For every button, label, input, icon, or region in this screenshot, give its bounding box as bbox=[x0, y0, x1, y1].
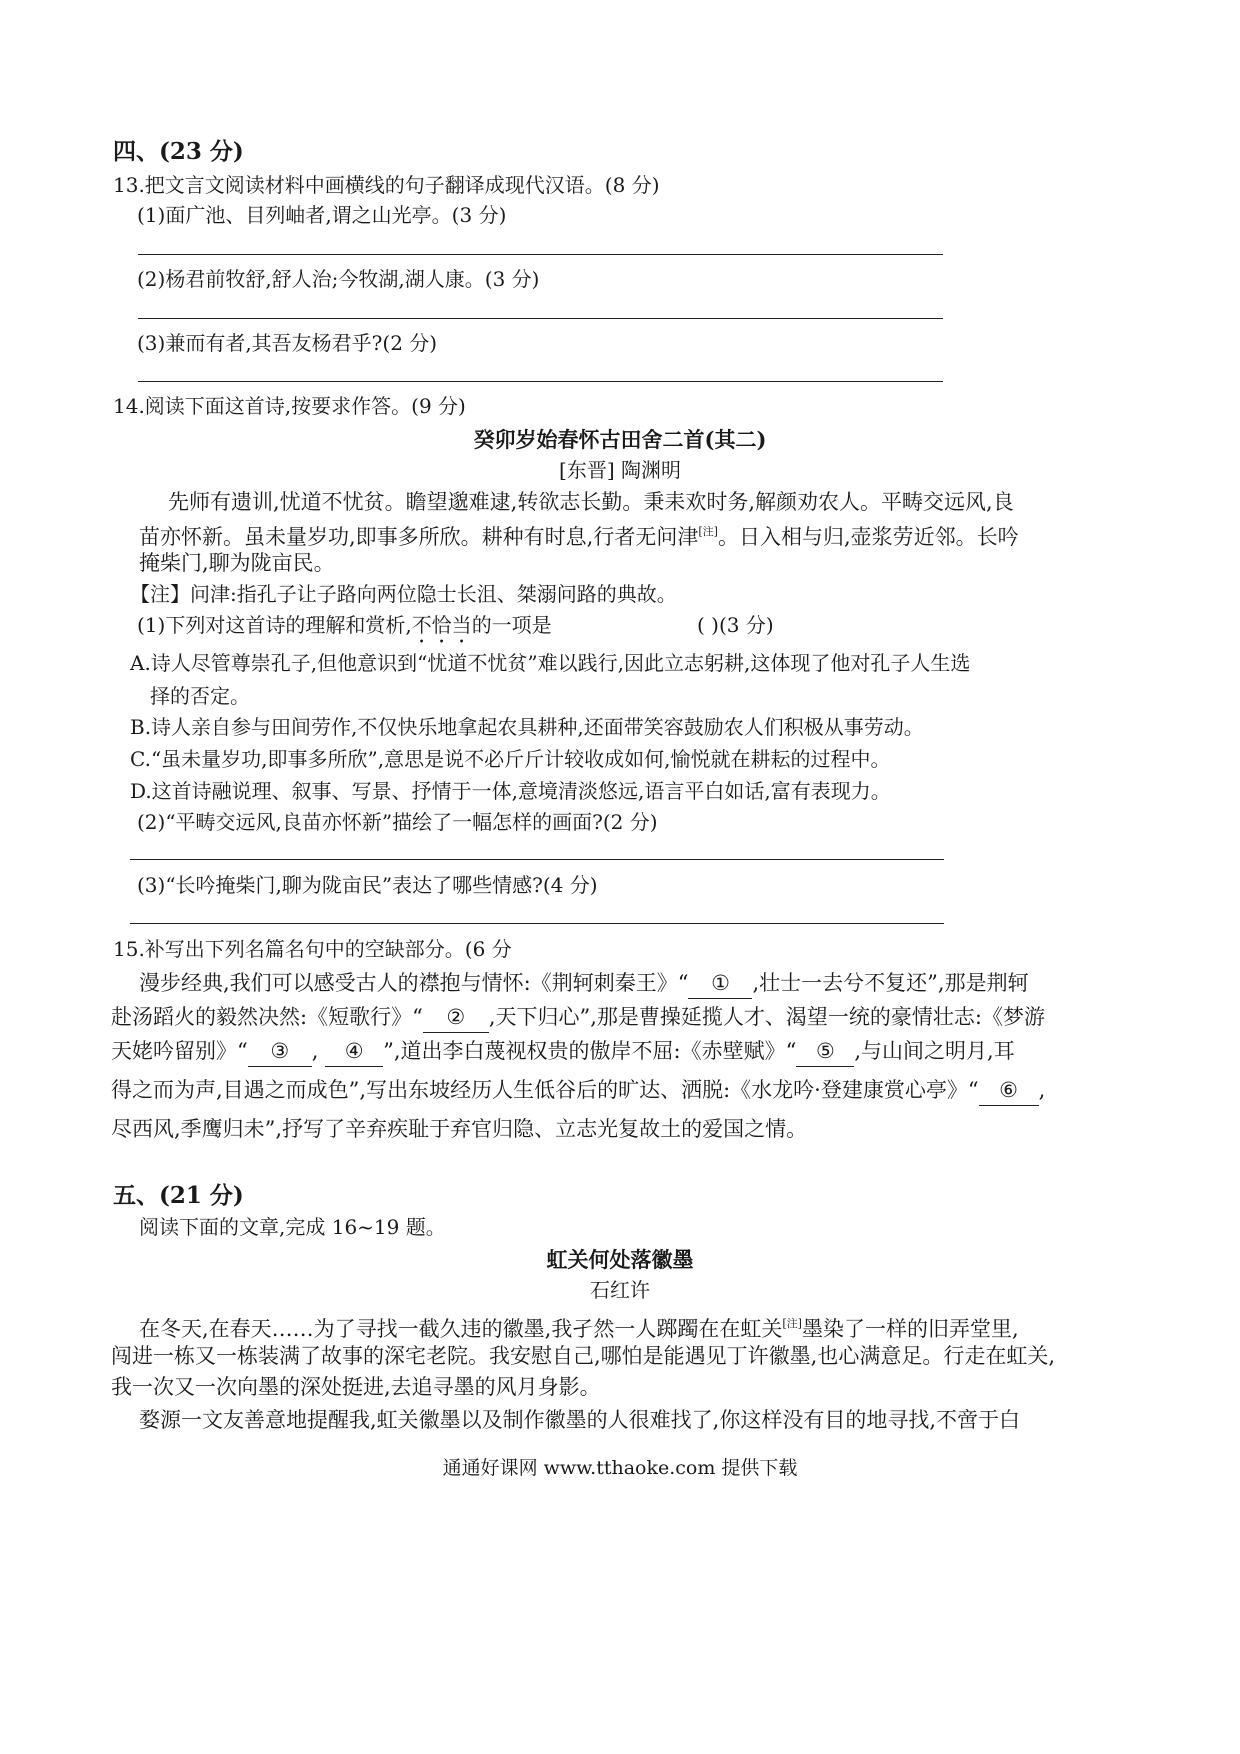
article-line-4: 婺源一文友善意地提醒我,虹关徽墨以及制作徽墨的人很难找了,你这样没有目的地寻找,不啻于白 bbox=[139, 1408, 1021, 1432]
blank-6: ⑥ bbox=[979, 1075, 1039, 1106]
poem-title: 癸卯岁始春怀古田舍二首(其二) bbox=[473, 427, 767, 452]
note-mark: [注] bbox=[782, 1317, 802, 1330]
article-line-3: 我一次又一次向墨的深处挺进,去追寻墨的风月身影。 bbox=[111, 1375, 601, 1399]
answer-line bbox=[130, 923, 944, 924]
option-d: D.这首诗融说理、叙事、写景、抒情于一体,意境清淡悠远,语言平白如话,富有表现力。 bbox=[130, 779, 891, 803]
q13-item-1: (1)面广池、目列岫者,谓之山光亭。(3 分) bbox=[137, 203, 507, 227]
q13-item-2: (2)杨君前牧舒,舒人治;今牧湖,湖人康。(3 分) bbox=[137, 267, 540, 291]
poem-author: [东晋] 陶渊明 bbox=[559, 458, 681, 482]
blank-5: ⑤ bbox=[796, 1036, 854, 1067]
q14-sub-3: (3)“长吟掩柴门,聊为陇亩民”表达了哪些情感?(4 分) bbox=[137, 873, 598, 897]
answer-line bbox=[138, 254, 943, 255]
article-line-1: 在冬天,在春天……为了寻找一截久违的徽墨,我孑然一人踯躅在在虹关[注]墨染了一样的旧弄堂里, bbox=[139, 1317, 1019, 1341]
sec5-intro: 阅读下面的文章,完成 16~19 题。 bbox=[139, 1215, 446, 1239]
section-5-heading: 五、(21 分) bbox=[113, 1182, 244, 1209]
answer-line bbox=[138, 318, 943, 319]
poem-line-2: 苗亦怀新。虽未量岁功,即事多所欣。耕种有时息,行者无问津[注]。日入相与归,壶浆劳近邻。长吟 bbox=[139, 525, 1019, 549]
blank-1: ① bbox=[688, 968, 752, 999]
blank-3: ③ bbox=[248, 1036, 312, 1067]
q13-item-3: (3)兼而有者,其吾友杨君乎?(2 分) bbox=[137, 331, 438, 355]
q14-sub-2: (2)“平畴交远风,良苗亦怀新”描绘了一幅怎样的画面?(2 分) bbox=[137, 810, 658, 834]
emphasis-text: 不恰当 bbox=[411, 613, 472, 637]
section-4-heading: 四、(23 分) bbox=[113, 138, 244, 165]
option-c: C.“虽未量岁功,即事多所欣”,意思是说不必斤斤计较收成如何,愉悦就在耕耘的过程中。 bbox=[130, 747, 891, 771]
q15-line-1: 漫步经典,我们可以感受古人的襟抱与情怀:《荆轲刺秦王》“ ① ,壮士一去兮不复还”,那是荆轲 bbox=[139, 968, 1029, 999]
q13-stem: 13.把文言文阅读材料中画横线的句子翻译成现代汉语。(8 分) bbox=[113, 173, 660, 197]
option-b: B.诗人亲自参与田间劳作,不仅快乐地拿起农具耕种,还面带笑容鼓励农人们积极从事劳动。 bbox=[130, 715, 924, 739]
q15-line-2: 赴汤蹈火的毅然决然:《短歌行》“ ② ,天下归心”,那是曹操延揽人才、渴望一统的豪情壮志:《梦游 bbox=[111, 1002, 1045, 1033]
q15-line-4: 得之而为声,目遇之而成色”,写出东坡经历人生低谷后的旷达、洒脱:《水龙吟·登建康赏心亭》“ ⑥ , bbox=[111, 1075, 1045, 1106]
page-footer: 通通好课网 www.tthaoke.com 提供下载 bbox=[442, 1457, 798, 1479]
answer-line bbox=[130, 859, 944, 860]
article-line-2: 闯进一栋又一栋装满了故事的深宅老院。我安慰自己,哪怕是能遇见丁许徽墨,也心满意足。行走在虹关, bbox=[111, 1344, 1056, 1368]
poem-line-1: 先师有遗训,忧道不忧贫。瞻望邈难逮,转欲志长勤。秉耒欢时务,解颜劝农人。平畴交远风,良 bbox=[168, 490, 1014, 514]
q15-line-3: 天姥吟留别》“ ③ , ④ ”,道出李白蔑视权贵的傲岸不屈:《赤壁赋》“ ⑤ ,与山间之明月,耳 bbox=[111, 1036, 1015, 1067]
option-a-line-1: A.诗人尽管尊崇孔子,但他意识到“忧道不忧贫”难以践行,因此立志躬耕,这体现了他对孔子人生选 bbox=[130, 651, 971, 675]
answer-line bbox=[138, 381, 943, 382]
option-a-line-2: 择的否定。 bbox=[150, 684, 250, 708]
note-mark: [注] bbox=[698, 525, 718, 538]
q14-sub-1-bracket: ( )(3 分) bbox=[697, 613, 774, 637]
q15-stem: 15.补写出下列名篇名句中的空缺部分。(6 分 bbox=[113, 937, 512, 961]
blank-2: ② bbox=[423, 1002, 489, 1033]
q14-sub-1: (1)下列对这首诗的理解和赏析,不恰当的一项是 bbox=[137, 613, 552, 637]
q14-stem: 14.阅读下面这首诗,按要求作答。(9 分) bbox=[113, 394, 466, 418]
poem-line-3: 掩柴门,聊为陇亩民。 bbox=[139, 551, 335, 575]
article-author: 石红许 bbox=[590, 1278, 650, 1302]
q15-line-5: 尽西风,季鹰归未”,抒写了辛弃疾耻于弃官归隐、立志光复故土的爱国之情。 bbox=[111, 1117, 808, 1141]
article-title: 虹关何处落徽墨 bbox=[546, 1247, 694, 1272]
poem-note: 【注】问津:指孔子让子路向两位隐士长沮、桀溺问路的典故。 bbox=[130, 582, 677, 606]
blank-4: ④ bbox=[325, 1036, 383, 1067]
